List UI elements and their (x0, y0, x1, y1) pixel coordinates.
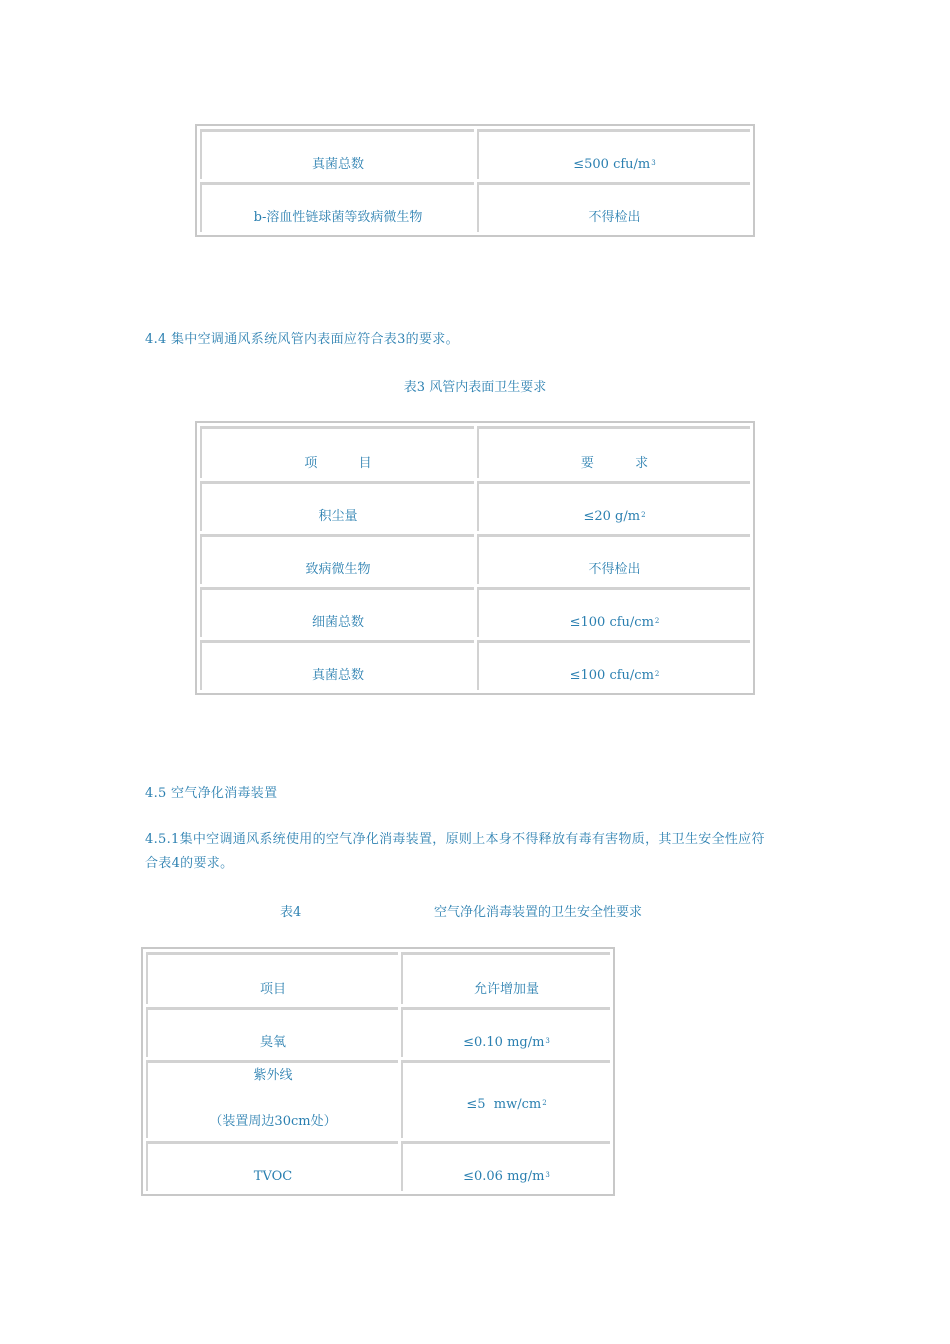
table-row (146, 1007, 610, 1057)
table-cell (146, 1141, 398, 1191)
table-4 (141, 947, 615, 1196)
table-header-row (146, 952, 610, 1004)
table-3-caption: 表3 风管内表面卫生要求 (403, 380, 547, 395)
unit-superscript: 2 (641, 511, 646, 519)
table-cell (200, 587, 474, 637)
table-4-caption-label: 表4 (280, 905, 302, 920)
table-cell (200, 640, 474, 690)
table-row (146, 1060, 610, 1138)
table-cell (477, 182, 750, 232)
requirement-value: ≤0.10 mg/m (463, 1035, 545, 1050)
requirement-value: 不得检出 (588, 562, 641, 577)
header-item: 项 目 (304, 456, 372, 471)
section-4-5-1-line-1: 4.5.1集中空调通风系统使用的空气净化消毒装置，原则上本身不得释放有毒有害物质，其卫生安全性应符 (145, 832, 765, 847)
column-header (200, 426, 474, 478)
unit-superscript: 2 (654, 670, 660, 678)
table-cell (401, 1060, 610, 1138)
table-2 (195, 124, 755, 237)
item-label: 致病微生物 (305, 562, 371, 577)
item-label: 臭氧 (259, 1035, 286, 1050)
table-cell (200, 534, 474, 584)
table-row (200, 587, 750, 637)
requirement-value: ≤100 cfu/cm (569, 668, 654, 683)
table-cell (146, 1007, 398, 1057)
item-label: TVOC (253, 1169, 293, 1184)
requirement-value: ≤100 cfu/cm (569, 615, 654, 630)
table-cell (146, 1060, 398, 1138)
table-cell (477, 640, 750, 690)
table-row (200, 481, 750, 531)
table-header-row (200, 426, 750, 478)
requirement-value: ≤20 g/m (583, 509, 641, 524)
table-row (200, 129, 750, 179)
requirement-value: ≤5 mw/cm (466, 1096, 542, 1112)
unit-superscript: 3 (651, 159, 656, 167)
section-4-4-text: 4.4 集中空调通风系统风管内表面应符合表3的要求。 (145, 332, 459, 347)
section-4-5-1-line-2: 合表4的要求。 (145, 856, 234, 871)
requirement-value: 不得检出 (588, 210, 641, 225)
column-header (477, 426, 750, 478)
item-label: 积尘量 (318, 509, 358, 524)
table-cell (401, 1141, 610, 1191)
requirement-value: ≤500 cfu/m (573, 157, 651, 172)
header-requirement: 要 求 (580, 456, 649, 471)
unit-superscript: 3 (545, 1171, 550, 1179)
table-row (200, 640, 750, 690)
item-note: （装置周边30cm处） (209, 1114, 337, 1129)
column-header (146, 952, 398, 1004)
column-header (401, 952, 610, 1004)
table-cell (200, 182, 474, 232)
table-row (146, 1141, 610, 1191)
item-label: 真菌总数 (311, 157, 364, 172)
unit-superscript: 2 (654, 617, 660, 625)
table-row (200, 182, 750, 232)
header-item: 项目 (259, 982, 286, 997)
table-row (200, 534, 750, 584)
unit-superscript: 2 (542, 1098, 547, 1107)
table-3 (195, 421, 755, 695)
section-4-5-heading: 4.5 空气净化消毒装置 (145, 786, 278, 801)
table-cell (477, 129, 750, 179)
table-cell (477, 481, 750, 531)
item-label: 真菌总数 (311, 668, 364, 683)
unit-superscript: 3 (545, 1037, 550, 1045)
item-label: 细菌总数 (311, 615, 364, 630)
table-4-caption-title: 空气净化消毒装置的卫生安全性要求 (434, 905, 643, 920)
header-allowed-increase: 允许增加量 (473, 982, 539, 997)
table-cell (401, 1007, 610, 1057)
table-cell (477, 587, 750, 637)
item-label: 紫外线 (253, 1068, 293, 1083)
item-label: b-溶血性链球菌等致病微生物 (253, 210, 423, 225)
table-cell (200, 481, 474, 531)
table-cell (477, 534, 750, 584)
requirement-value: ≤0.06 mg/m (463, 1169, 545, 1184)
table-cell (200, 129, 474, 179)
